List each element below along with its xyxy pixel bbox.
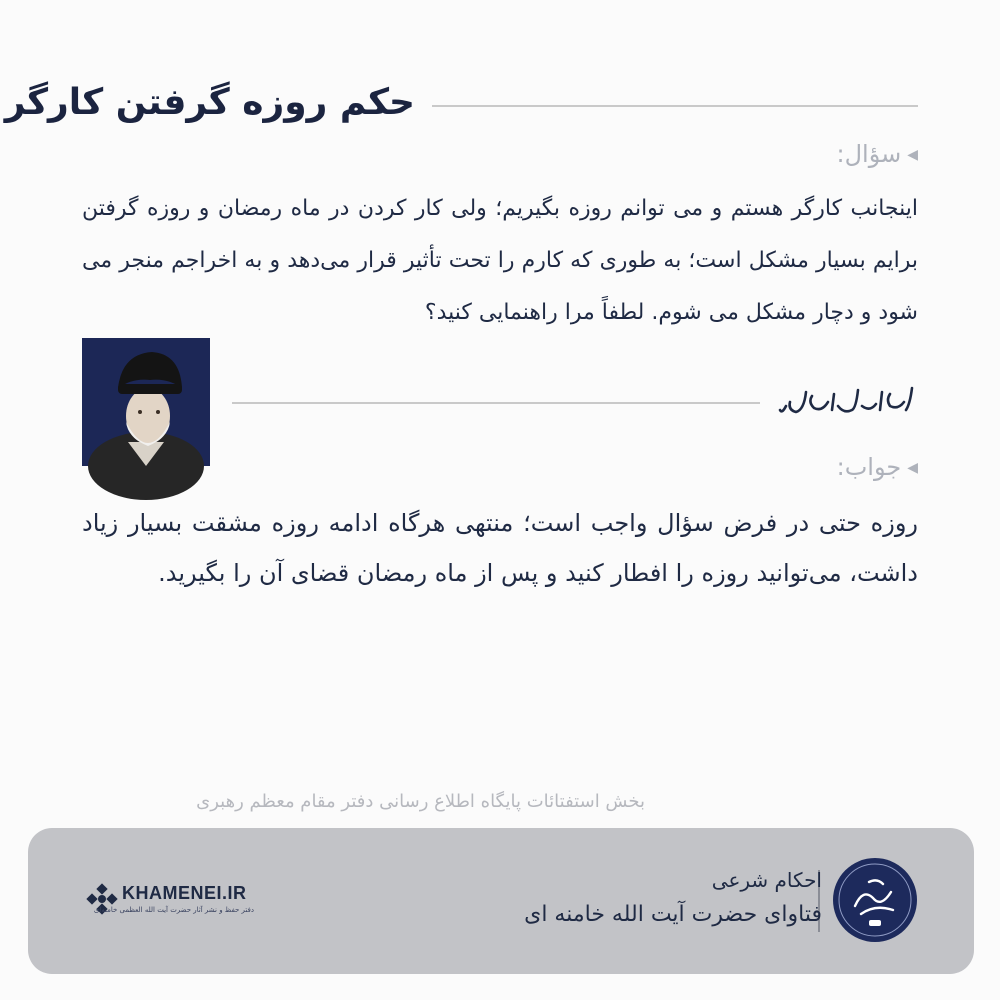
question-text: اینجانب کارگر هستم و می توانم روزه بگیریم؛ ولی کار کردن در ماه رمضان و روزه گرفتن برایم بسیار مشکل است؛ به طوری که کارم را تحت تأثیر قرار می‌دهد و به اخراجم منجر می شود و دچار مشکل می شوم. لطفاً مرا راهنمایی کنید؟ [82,196,918,325]
basmala-calligraphy [778,380,918,426]
question-label-text: سؤال: [836,140,902,168]
footer-category: احکام شرعی [711,868,822,892]
answer-text: روزه حتی در فرض سؤال واجب است؛ منتهی هرگاه ادامه روزه مشقت بسیار زیاد داشت، می‌توانید روزه را افطار کنید و پس از ماه رمضان قضای آن را بگیرید. [82,509,918,587]
footer-subtitle: فتاوای حضرت آیت الله خامنه ای [524,902,822,927]
basmala-divider [232,402,760,404]
khamenei-mark-icon [84,881,120,921]
avatar [82,338,210,466]
triangle-left-icon: ◀ [907,460,918,476]
logo-wordmark: KHAMENEI.IR [122,883,247,903]
fiqh-emblem-logo [833,858,917,942]
portrait-avatar [82,338,210,466]
logo-subtext: دفتر حفظ و نشر آثار حضرت آیت الله العظمی خامنه‌ای [93,906,254,914]
question-label [837,140,918,168]
answer-label [837,453,918,481]
source-credit: بخش استفتائات پایگاه اطلاع رسانی دفتر مقام معظم رهبری [196,791,645,812]
answer-label-text: جواب: [836,453,902,481]
triangle-left-icon: ◀ [907,147,918,163]
title-divider [432,105,918,107]
page-title: حکم روزه گرفتن کارگر [4,82,415,123]
